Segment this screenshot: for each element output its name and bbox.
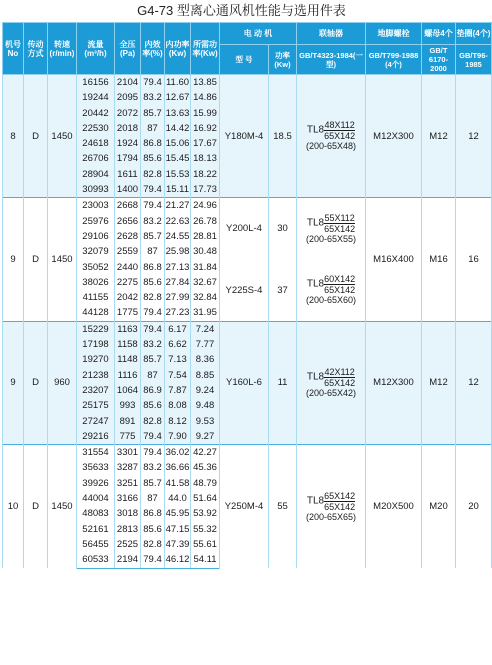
required-power-cell: 30.48 bbox=[191, 244, 220, 259]
required-power-cell: 54.11 bbox=[191, 552, 220, 568]
internal-power-cell: 46.12 bbox=[165, 552, 191, 568]
efficiency-cell: 87 bbox=[141, 491, 165, 506]
efficiency-cell: 82.8 bbox=[141, 167, 165, 182]
required-power-cell: 31.84 bbox=[191, 260, 220, 275]
flow-cell: 38026 bbox=[77, 275, 115, 290]
pressure-cell: 2559 bbox=[115, 244, 141, 259]
pressure-cell: 1775 bbox=[115, 305, 141, 321]
flow-cell: 48083 bbox=[77, 506, 115, 521]
required-power-cell: 9.53 bbox=[191, 414, 220, 429]
coupling-bore-bottom: 65X142 bbox=[324, 224, 356, 235]
internal-power-cell: 15.06 bbox=[165, 136, 191, 151]
header-nut: 螺母4个 bbox=[422, 23, 456, 45]
required-power-cell: 48.79 bbox=[191, 476, 220, 491]
required-power-cell: 51.64 bbox=[191, 491, 220, 506]
pressure-cell: 3287 bbox=[115, 460, 141, 475]
required-power-cell: 13.85 bbox=[191, 75, 220, 91]
required-power-cell: 8.85 bbox=[191, 368, 220, 383]
efficiency-cell: 86.8 bbox=[141, 260, 165, 275]
pressure-cell: 1794 bbox=[115, 151, 141, 166]
coupling-cell bbox=[297, 260, 366, 322]
efficiency-cell: 87 bbox=[141, 368, 165, 383]
coupling-model: TL8 bbox=[306, 371, 325, 383]
pressure-cell: 2042 bbox=[115, 290, 141, 305]
motor-type-cell: Y225S-4 bbox=[220, 260, 269, 322]
header-motor: 电 动 机 bbox=[220, 23, 297, 45]
header-model: 机号No bbox=[3, 23, 24, 75]
internal-power-cell: 15.45 bbox=[165, 151, 191, 166]
coupling-bore-top: 42X112 bbox=[324, 367, 355, 378]
required-power-cell: 9.27 bbox=[191, 429, 220, 445]
coupling-spec: (200-65X48) bbox=[305, 141, 357, 152]
efficiency-cell: 79.4 bbox=[141, 75, 165, 91]
washer-cell: 12 bbox=[456, 321, 492, 444]
internal-power-cell: 36.02 bbox=[165, 445, 191, 461]
flow-cell: 29106 bbox=[77, 229, 115, 244]
internal-power-cell: 27.23 bbox=[165, 305, 191, 321]
internal-power-cell: 6.62 bbox=[165, 337, 191, 352]
flow-cell: 52161 bbox=[77, 522, 115, 537]
required-power-cell: 45.36 bbox=[191, 460, 220, 475]
efficiency-cell: 82.8 bbox=[141, 414, 165, 429]
pressure-cell: 2275 bbox=[115, 275, 141, 290]
coupling-cell bbox=[297, 75, 366, 198]
coupling-model: TL8 bbox=[306, 278, 325, 290]
flow-cell: 19270 bbox=[77, 352, 115, 367]
coupling-bore-top: 48X112 bbox=[324, 120, 355, 131]
drive-cell: D bbox=[24, 321, 48, 444]
flow-cell: 35052 bbox=[77, 260, 115, 275]
internal-power-cell: 14.42 bbox=[165, 121, 191, 136]
efficiency-cell: 86.8 bbox=[141, 136, 165, 151]
flow-cell: 24618 bbox=[77, 136, 115, 151]
coupling-cell bbox=[297, 445, 366, 568]
performance-table bbox=[2, 22, 492, 569]
header-efficiency: 内效率(%) bbox=[141, 23, 165, 75]
efficiency-cell: 85.7 bbox=[141, 352, 165, 367]
efficiency-cell: 82.8 bbox=[141, 537, 165, 552]
pressure-cell: 3018 bbox=[115, 506, 141, 521]
efficiency-cell: 87 bbox=[141, 244, 165, 259]
pressure-cell: 1163 bbox=[115, 321, 141, 337]
header-nut-standard: GB/T 6170-2000 bbox=[422, 45, 456, 75]
flow-cell: 17198 bbox=[77, 337, 115, 352]
internal-power-cell: 6.17 bbox=[165, 321, 191, 337]
coupling-model: TL8 bbox=[306, 495, 325, 507]
header-anchor-standard: GB/T799-1988 (4个) bbox=[366, 45, 422, 75]
pressure-cell: 1064 bbox=[115, 383, 141, 398]
coupling-bore-top: 55X112 bbox=[324, 213, 355, 224]
flow-cell: 15229 bbox=[77, 321, 115, 337]
pressure-cell: 2525 bbox=[115, 537, 141, 552]
internal-power-cell: 36.66 bbox=[165, 460, 191, 475]
efficiency-cell: 83.2 bbox=[141, 90, 165, 105]
table-row bbox=[3, 198, 492, 214]
coupling-bore-bottom: 65X142 bbox=[324, 131, 356, 142]
flow-cell: 25976 bbox=[77, 214, 115, 229]
model-cell: 8 bbox=[3, 75, 24, 198]
washer-cell: 16 bbox=[456, 198, 492, 321]
internal-power-cell: 45.95 bbox=[165, 506, 191, 521]
flow-cell: 30993 bbox=[77, 182, 115, 198]
internal-power-cell: 15.11 bbox=[165, 182, 191, 198]
header-flow: 流量(m³/h) bbox=[77, 23, 115, 75]
required-power-cell: 8.36 bbox=[191, 352, 220, 367]
pressure-cell: 1158 bbox=[115, 337, 141, 352]
internal-power-cell: 12.67 bbox=[165, 90, 191, 105]
model-cell: 9 bbox=[3, 321, 24, 444]
internal-power-cell: 27.13 bbox=[165, 260, 191, 275]
flow-cell: 28904 bbox=[77, 167, 115, 182]
pressure-cell: 2668 bbox=[115, 198, 141, 214]
required-power-cell: 32.67 bbox=[191, 275, 220, 290]
required-power-cell: 14.86 bbox=[191, 90, 220, 105]
pressure-cell: 2813 bbox=[115, 522, 141, 537]
pressure-cell: 1924 bbox=[115, 136, 141, 151]
required-power-cell: 9.24 bbox=[191, 383, 220, 398]
header-anchor-bolt: 地脚螺栓 bbox=[366, 23, 422, 45]
coupling-bore-top: 60X142 bbox=[324, 274, 356, 285]
drive-cell: D bbox=[24, 198, 48, 321]
efficiency-cell: 79.4 bbox=[141, 182, 165, 198]
coupling-cell bbox=[297, 321, 366, 444]
required-power-cell: 53.92 bbox=[191, 506, 220, 521]
motor-type-cell: Y160L-6 bbox=[220, 321, 269, 444]
nut-cell: M12 bbox=[422, 321, 456, 444]
pressure-cell: 1148 bbox=[115, 352, 141, 367]
efficiency-cell: 85.6 bbox=[141, 151, 165, 166]
motor-power-cell: 30 bbox=[269, 198, 297, 260]
coupling-bore-fraction bbox=[324, 120, 355, 141]
flow-cell: 41155 bbox=[77, 290, 115, 305]
efficiency-cell: 86.9 bbox=[141, 383, 165, 398]
header-washer: 垫圈(4个) bbox=[456, 23, 492, 45]
flow-cell: 27247 bbox=[77, 414, 115, 429]
pressure-cell: 891 bbox=[115, 414, 141, 429]
flow-cell: 26706 bbox=[77, 151, 115, 166]
efficiency-cell: 85.7 bbox=[141, 476, 165, 491]
nut-cell: M16 bbox=[422, 198, 456, 321]
pressure-cell: 2656 bbox=[115, 214, 141, 229]
coupling-model: TL8 bbox=[306, 217, 325, 229]
internal-power-cell: 15.53 bbox=[165, 167, 191, 182]
required-power-cell: 7.77 bbox=[191, 337, 220, 352]
efficiency-cell: 86.8 bbox=[141, 506, 165, 521]
efficiency-cell: 79.4 bbox=[141, 429, 165, 445]
nut-cell: M20 bbox=[422, 445, 456, 568]
internal-power-cell: 22.63 bbox=[165, 214, 191, 229]
required-power-cell: 31.95 bbox=[191, 305, 220, 321]
internal-power-cell: 11.60 bbox=[165, 75, 191, 91]
coupling-bore-bottom: 65X142 bbox=[324, 501, 356, 512]
required-power-cell: 24.96 bbox=[191, 198, 220, 214]
internal-power-cell: 13.63 bbox=[165, 106, 191, 121]
internal-power-cell: 21.27 bbox=[165, 198, 191, 214]
efficiency-cell: 85.6 bbox=[141, 522, 165, 537]
motor-type-cell: Y180M-4 bbox=[220, 75, 269, 198]
pressure-cell: 2018 bbox=[115, 121, 141, 136]
efficiency-cell: 83.2 bbox=[141, 214, 165, 229]
flow-cell: 16156 bbox=[77, 75, 115, 91]
flow-cell: 19244 bbox=[77, 90, 115, 105]
table-row bbox=[3, 321, 492, 337]
motor-type-cell: Y200L-4 bbox=[220, 198, 269, 260]
coupling-spec: (200-65X55) bbox=[305, 234, 357, 245]
required-power-cell: 18.22 bbox=[191, 167, 220, 182]
speed-cell: 1450 bbox=[48, 198, 77, 321]
internal-power-cell: 44.0 bbox=[165, 491, 191, 506]
table-body bbox=[3, 75, 492, 569]
pressure-cell: 2440 bbox=[115, 260, 141, 275]
coupling-bore-top: 65X142 bbox=[324, 490, 356, 501]
flow-cell: 31554 bbox=[77, 445, 115, 461]
header-coupling: 联轴器 bbox=[297, 23, 366, 45]
coupling-bore-bottom: 65X142 bbox=[324, 378, 356, 389]
drive-cell: D bbox=[24, 75, 48, 198]
required-power-cell: 15.99 bbox=[191, 106, 220, 121]
coupling-spec: (200-65X65) bbox=[305, 511, 357, 522]
table-row bbox=[3, 75, 492, 91]
speed-cell: 1450 bbox=[48, 445, 77, 568]
pressure-cell: 2104 bbox=[115, 75, 141, 91]
coupling-bore-fraction bbox=[324, 213, 355, 234]
pressure-cell: 1611 bbox=[115, 167, 141, 182]
flow-cell: 23003 bbox=[77, 198, 115, 214]
required-power-cell: 16.92 bbox=[191, 121, 220, 136]
table-row bbox=[3, 445, 492, 461]
motor-power-cell: 37 bbox=[269, 260, 297, 322]
motor-power-cell: 11 bbox=[269, 321, 297, 444]
motor-power-cell: 18.5 bbox=[269, 75, 297, 198]
required-power-cell: 17.73 bbox=[191, 182, 220, 198]
required-power-cell: 32.84 bbox=[191, 290, 220, 305]
internal-power-cell: 27.99 bbox=[165, 290, 191, 305]
required-power-cell: 7.24 bbox=[191, 321, 220, 337]
anchor-bolt-cell: M20X500 bbox=[366, 445, 422, 568]
pressure-cell: 2194 bbox=[115, 552, 141, 568]
flow-cell: 35633 bbox=[77, 460, 115, 475]
header-pressure: 全压(Pa) bbox=[115, 23, 141, 75]
coupling-bore-bottom: 65X142 bbox=[324, 285, 356, 296]
efficiency-cell: 79.4 bbox=[141, 552, 165, 568]
flow-cell: 29216 bbox=[77, 429, 115, 445]
anchor-bolt-cell: M12X300 bbox=[366, 75, 422, 198]
flow-cell: 44128 bbox=[77, 305, 115, 321]
required-power-cell: 17.67 bbox=[191, 136, 220, 151]
required-power-cell: 26.78 bbox=[191, 214, 220, 229]
flow-cell: 23207 bbox=[77, 383, 115, 398]
internal-power-cell: 47.15 bbox=[165, 522, 191, 537]
pressure-cell: 2072 bbox=[115, 106, 141, 121]
efficiency-cell: 79.4 bbox=[141, 305, 165, 321]
pressure-cell: 3166 bbox=[115, 491, 141, 506]
flow-cell: 60533 bbox=[77, 552, 115, 568]
flow-cell: 32079 bbox=[77, 244, 115, 259]
header-required-power: 所需功率(Kw) bbox=[191, 23, 220, 75]
pressure-cell: 3301 bbox=[115, 445, 141, 461]
required-power-cell: 18.13 bbox=[191, 151, 220, 166]
pressure-cell: 1400 bbox=[115, 182, 141, 198]
efficiency-cell: 85.7 bbox=[141, 106, 165, 121]
internal-power-cell: 8.08 bbox=[165, 398, 191, 413]
model-cell: 10 bbox=[3, 445, 24, 568]
pressure-cell: 1116 bbox=[115, 368, 141, 383]
efficiency-cell: 82.8 bbox=[141, 290, 165, 305]
flow-cell: 44004 bbox=[77, 491, 115, 506]
efficiency-cell: 79.4 bbox=[141, 321, 165, 337]
internal-power-cell: 7.90 bbox=[165, 429, 191, 445]
efficiency-cell: 87 bbox=[141, 121, 165, 136]
anchor-bolt-cell: M16X400 bbox=[366, 198, 422, 321]
header-speed: 转速(r/min) bbox=[48, 23, 77, 75]
internal-power-cell: 27.84 bbox=[165, 275, 191, 290]
model-cell: 9 bbox=[3, 198, 24, 321]
anchor-bolt-cell: M12X300 bbox=[366, 321, 422, 444]
pressure-cell: 2628 bbox=[115, 229, 141, 244]
required-power-cell: 55.32 bbox=[191, 522, 220, 537]
flow-cell: 20442 bbox=[77, 106, 115, 121]
flow-cell: 21238 bbox=[77, 368, 115, 383]
required-power-cell: 55.61 bbox=[191, 537, 220, 552]
washer-cell: 12 bbox=[456, 75, 492, 198]
flow-cell: 22530 bbox=[77, 121, 115, 136]
efficiency-cell: 85.6 bbox=[141, 398, 165, 413]
required-power-cell: 42.27 bbox=[191, 445, 220, 461]
internal-power-cell: 7.87 bbox=[165, 383, 191, 398]
header-washer-standard: GB/T96-1985 bbox=[456, 45, 492, 75]
coupling-spec: (200-65X42) bbox=[305, 388, 357, 399]
pressure-cell: 993 bbox=[115, 398, 141, 413]
coupling-bore-fraction bbox=[324, 367, 355, 388]
header-coupling-standard: GB/T4323-1984(一型) bbox=[297, 45, 366, 75]
coupling-bore-fraction bbox=[324, 491, 355, 512]
pressure-cell: 2095 bbox=[115, 90, 141, 105]
internal-power-cell: 41.58 bbox=[165, 476, 191, 491]
speed-cell: 1450 bbox=[48, 75, 77, 198]
header-motor-type: 型 号 bbox=[220, 45, 269, 75]
speed-cell: 960 bbox=[48, 321, 77, 444]
motor-type-cell: Y250M-4 bbox=[220, 445, 269, 568]
required-power-cell: 9.48 bbox=[191, 398, 220, 413]
efficiency-cell: 79.4 bbox=[141, 198, 165, 214]
efficiency-cell: 83.2 bbox=[141, 337, 165, 352]
required-power-cell: 28.81 bbox=[191, 229, 220, 244]
washer-cell: 20 bbox=[456, 445, 492, 568]
coupling-model: TL8 bbox=[306, 124, 325, 136]
efficiency-cell: 79.4 bbox=[141, 445, 165, 461]
flow-cell: 25175 bbox=[77, 398, 115, 413]
flow-cell: 39926 bbox=[77, 476, 115, 491]
internal-power-cell: 7.13 bbox=[165, 352, 191, 367]
internal-power-cell: 8.12 bbox=[165, 414, 191, 429]
drive-cell: D bbox=[24, 445, 48, 568]
internal-power-cell: 25.98 bbox=[165, 244, 191, 259]
pressure-cell: 3251 bbox=[115, 476, 141, 491]
motor-power-cell: 55 bbox=[269, 445, 297, 568]
internal-power-cell: 7.54 bbox=[165, 368, 191, 383]
coupling-cell bbox=[297, 198, 366, 260]
efficiency-cell: 85.7 bbox=[141, 229, 165, 244]
internal-power-cell: 24.55 bbox=[165, 229, 191, 244]
header-internal-power: 内功率(Kw) bbox=[165, 23, 191, 75]
header-drive: 传动方式 bbox=[24, 23, 48, 75]
efficiency-cell: 85.6 bbox=[141, 275, 165, 290]
internal-power-cell: 47.39 bbox=[165, 537, 191, 552]
pressure-cell: 775 bbox=[115, 429, 141, 445]
coupling-spec: (200-65X60) bbox=[305, 295, 357, 306]
nut-cell: M12 bbox=[422, 75, 456, 198]
coupling-bore-fraction bbox=[324, 274, 355, 295]
header-motor-power: 功率(Kw) bbox=[269, 45, 297, 75]
flow-cell: 56455 bbox=[77, 537, 115, 552]
efficiency-cell: 83.2 bbox=[141, 460, 165, 475]
table-title: G4-73 型离心通风机性能与选用件表 bbox=[137, 3, 346, 18]
